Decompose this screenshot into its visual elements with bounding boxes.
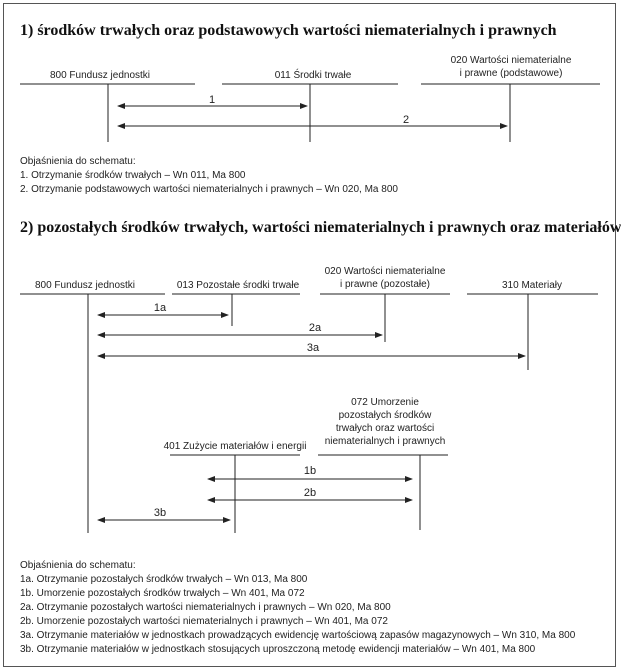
s1-arrow-1-label: 1 bbox=[208, 94, 216, 106]
s2-note-3b: 3b. Otrzymanie materiałów w jednostkach stosujących uproszczoną metodę ewidencji materiałów – Wn 401, Ma 800 bbox=[20, 644, 536, 655]
s2-arrow-1a-label: 1a bbox=[153, 302, 167, 314]
s2-arrow-3a-label: 3a bbox=[306, 342, 320, 354]
s2-account-020-label-2: i prawne (pozostałe) bbox=[339, 279, 431, 290]
s2-notes-title: Objaśnienia do schematu: bbox=[20, 560, 136, 571]
s1-account-011-label: 011 Środki trwałe bbox=[274, 70, 352, 81]
section2-heading: 2) pozostałych środków trwałych, wartości niematerialnych i prawnych oraz materiałów bbox=[20, 219, 621, 236]
s2-note-2a: 2a. Otrzymanie pozostałych wartości niematerialnych i prawnych – Wn 020, Ma 800 bbox=[20, 602, 391, 613]
s2-note-2b: 2b. Umorzenie pozostałych wartości niematerialnych i prawnych – Wn 401, Ma 072 bbox=[20, 616, 388, 627]
s2-account-072-label-2: pozostałych środków bbox=[338, 410, 432, 421]
s2-account-072-label-3: trwałych oraz wartości bbox=[335, 423, 435, 434]
s2-account-013-label: 013 Pozostałe środki trwałe bbox=[176, 280, 300, 291]
s1-account-020-label-1: 020 Wartości niematerialne bbox=[450, 55, 572, 66]
s2-account-072-label-4: niematerialnych i prawnych bbox=[324, 436, 446, 447]
section1-heading: 1) środków trwałych oraz podstawowych wartości niematerialnych i prawnych bbox=[20, 22, 557, 39]
s2-note-1a: 1a. Otrzymanie pozostałych środków trwałych – Wn 013, Ma 800 bbox=[20, 574, 308, 585]
s2-arrow-2a-label: 2a bbox=[308, 322, 322, 334]
s2-arrow-2b-label: 2b bbox=[303, 487, 317, 499]
s2-note-3a: 3a. Otrzymanie materiałów w jednostkach prowadzących ewidencję wartościową zapasów magazynowych – Wn 310, Ma 800 bbox=[20, 630, 576, 641]
s1-notes-title: Objaśnienia do schematu: bbox=[20, 156, 136, 167]
s1-account-800-label: 800 Fundusz jednostki bbox=[49, 70, 151, 81]
s2-arrow-1b-label: 1b bbox=[303, 465, 317, 477]
s2-account-072-label-1: 072 Umorzenie bbox=[351, 397, 419, 408]
s1-arrow-2-label: 2 bbox=[402, 114, 410, 126]
s1-note-2: 2. Otrzymanie podstawowych wartości niematerialnych i prawnych – Wn 020, Ma 800 bbox=[20, 184, 398, 195]
s2-account-800-label: 800 Fundusz jednostki bbox=[34, 280, 136, 291]
s2-arrow-3b-label: 3b bbox=[153, 507, 167, 519]
s2-account-310-label: 310 Materiały bbox=[501, 280, 563, 291]
s1-note-1: 1. Otrzymanie środków trwałych – Wn 011, Ma 800 bbox=[20, 170, 246, 181]
s2-account-401-label: 401 Zużycie materiałów i energii bbox=[163, 441, 307, 452]
s2-note-1b: 1b. Umorzenie pozostałych środków trwałych – Wn 401, Ma 072 bbox=[20, 588, 305, 599]
s1-account-020-label-2: i prawne (podstawowe) bbox=[459, 68, 563, 79]
s2-account-020-label-1: 020 Wartości niematerialne bbox=[324, 266, 446, 277]
